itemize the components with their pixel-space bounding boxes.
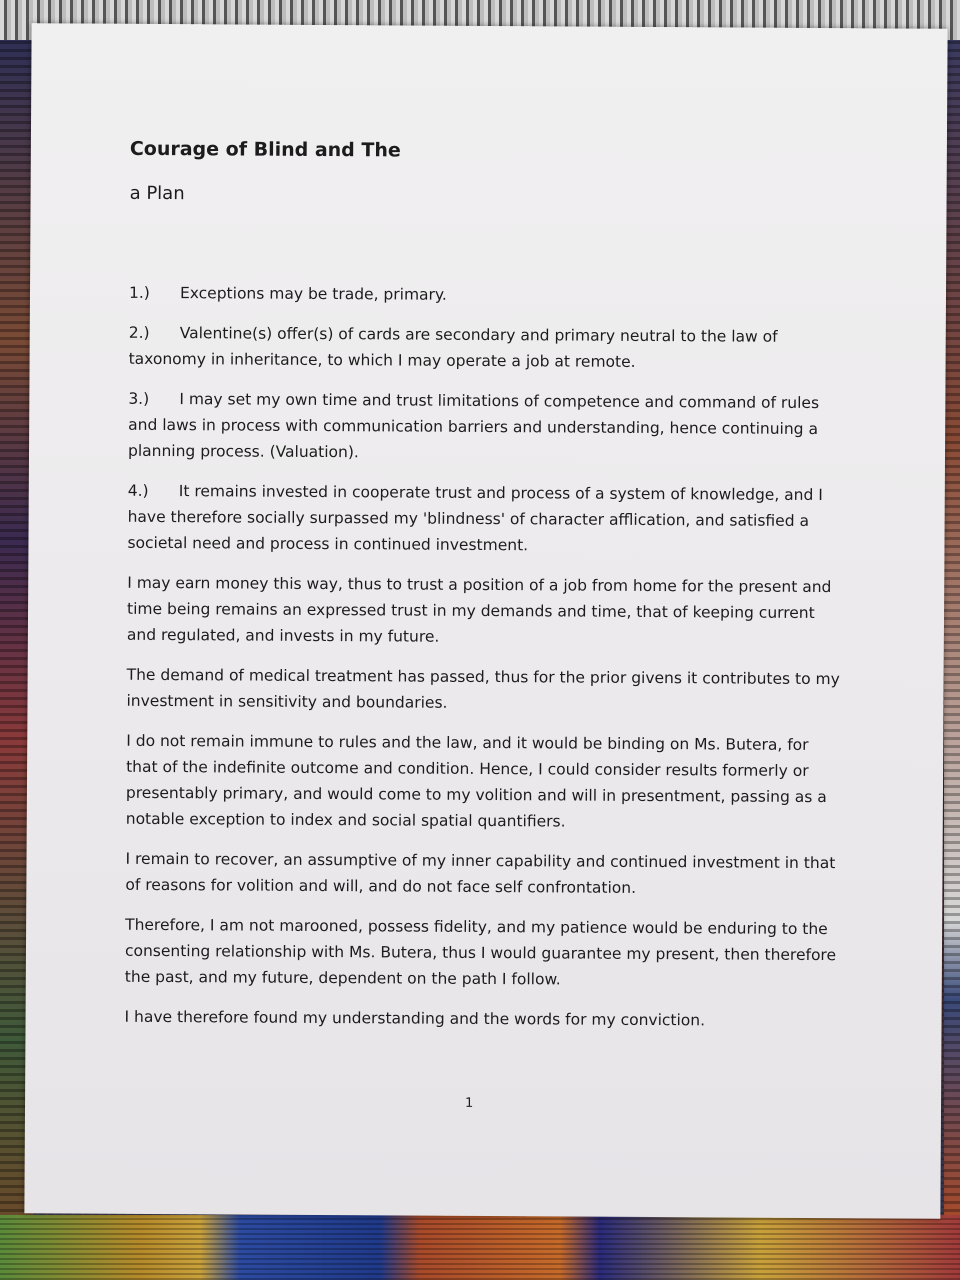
- numbered-item-1: [129, 280, 844, 310]
- numbered-item-3: [128, 386, 843, 468]
- document-body: [124, 136, 845, 1048]
- numbered-item-2: [129, 320, 844, 376]
- paragraph: I have therefore found my understanding and the words for my conviction.: [124, 1007, 706, 1030]
- blanket-bottom-edge: [0, 1215, 960, 1280]
- page-number: 1: [465, 1095, 474, 1111]
- item-text: Valentine(s) offer(s) of cards are secondary and primary neutral to the law of taxonomy in inheritance, to which I may operate a job at remote.: [128, 324, 778, 371]
- item-number: 2.): [128, 323, 150, 342]
- paragraph: I do not remain immune to rules and the law, and it would be binding on Ms. Butera, for that of the indefinite outcome and condition. Hence, I could consider results formerly or presentably primary, and would come to my volition and will in presentment, passing as a notable exception to index and social spatial quantifiers.: [125, 731, 827, 831]
- item-text: I may set my own time and trust limitations of competence and command of rules and laws in process with communication barriers and understanding, hence continuing a planning process. (Valuation).: [127, 390, 820, 462]
- document-subtitle: a Plan: [129, 182, 185, 205]
- item-text: Exceptions may be trade, primary.: [179, 284, 447, 304]
- paragraph: The demand of medical treatment has passed, thus for the prior givens it contributes to my investment in sensitivity and boundaries.: [126, 665, 840, 712]
- document-title: Courage of Blind and The: [129, 137, 401, 162]
- paper-sheet: [24, 23, 947, 1219]
- paragraph: Therefore, I am not marooned, possess fidelity, and my patience would be enduring to the consenting relationship with Ms. Butera, thus I would guarantee my present, then therefore the past, and my future, dependent on the path I follow.: [124, 915, 837, 989]
- paragraph: I may earn money this way, thus to trust a position of a job from home for the present and time being remains an expressed trust in my demands and time, that of keeping current and regulated, and invests in my future.: [126, 573, 832, 646]
- item-number: 4.): [127, 481, 149, 500]
- numbered-item-4: [127, 478, 842, 560]
- item-text: It remains invested in cooperate trust and process of a system of knowledge, and I have therefore socially surpassed my 'blindness' of character afflication, and satisfied a societal need and process in continued investment.: [127, 482, 823, 555]
- paragraph: I remain to recover, an assumptive of my inner capability and continued investment in that of reasons for volition and will, and do not face self confrontation.: [125, 849, 836, 897]
- item-number: 1.): [128, 283, 150, 302]
- item-number: 3.): [128, 389, 150, 408]
